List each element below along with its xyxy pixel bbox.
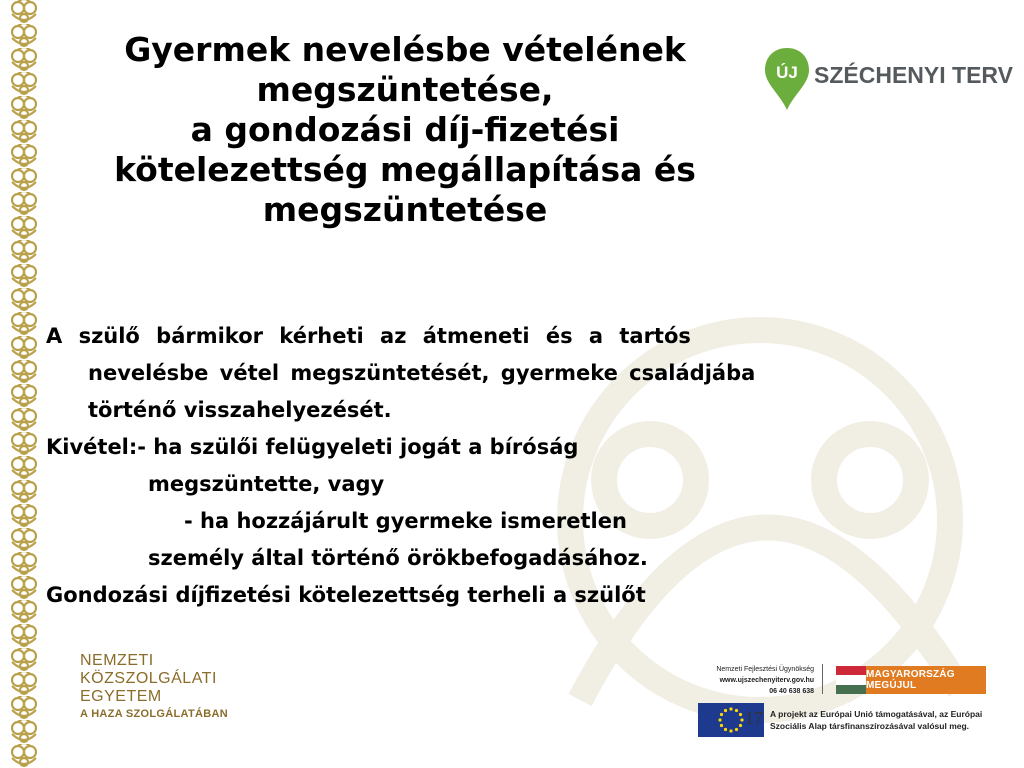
nke-logo-subtitle: A HAZA SZOLGÁLATÁBAN bbox=[80, 708, 228, 720]
hungarian-flag-icon bbox=[836, 666, 866, 694]
agency-info bbox=[700, 664, 814, 697]
eu-note-line: Szociális Alap társfinanszírozásával valósul meg. bbox=[770, 721, 970, 731]
title-line: megszüntetése bbox=[262, 190, 548, 229]
title-line: a gondozási díj-fizetési bbox=[190, 110, 620, 149]
agency-name: Nemzeti Fejlesztési Ügynökség bbox=[716, 666, 814, 673]
szechenyi-logo-text: SZÉCHENYI TERV bbox=[814, 62, 1013, 88]
eu-funding-note bbox=[770, 708, 1000, 732]
title-line: megszüntetése, bbox=[256, 70, 554, 109]
slide-body bbox=[46, 318, 994, 614]
agency-url: www.ujszechenyiterv.gov.hu bbox=[719, 677, 814, 684]
paragraph-fee-obligation bbox=[46, 577, 994, 614]
slide-title bbox=[50, 30, 760, 230]
body-line: megszüntette, vagy bbox=[148, 472, 385, 496]
title-line: Gyermek nevelésbe vételének bbox=[124, 30, 686, 69]
body-line: személy által történő örökbefogadásához. bbox=[148, 546, 648, 570]
nke-logo-line: KÖZSZOLGÁLATI bbox=[80, 670, 217, 687]
magyarorszag-megujul-label: MAGYARORSZÁG MEGÚJUL bbox=[866, 666, 986, 694]
page-number: 17 bbox=[745, 708, 763, 728]
szechenyi-terv-logo bbox=[762, 46, 1013, 112]
magyarorszag-megujul-badge bbox=[836, 666, 986, 694]
agency-phone: 06 40 638 638 bbox=[769, 688, 814, 695]
paragraph-exception bbox=[46, 429, 994, 503]
szechenyi-badge-text: ÚJ bbox=[776, 63, 798, 82]
nke-logo-line: EGYETEM bbox=[80, 688, 162, 705]
map-pin-icon bbox=[762, 46, 812, 112]
paragraph-parent-request bbox=[46, 318, 994, 429]
title-line: kötelezettség megállapítása és bbox=[114, 150, 696, 189]
body-line: Gondozási díjfizetési kötelezettség terheli a szülőt bbox=[46, 583, 646, 607]
body-line: nevelésbe vétel megszüntetését, gyermeke családjába bbox=[88, 361, 756, 385]
nke-university-logo bbox=[80, 652, 228, 720]
celtic-knot-ornament-icon bbox=[0, 0, 48, 768]
footer-divider bbox=[822, 664, 823, 694]
body-line: A szülő bármikor kérheti az átmeneti és a tartós bbox=[46, 324, 691, 348]
body-line: - ha hozzájárult gyermeke ismeretlen bbox=[184, 509, 627, 533]
paragraph-exception-adoption bbox=[46, 503, 994, 577]
body-line: Kivétel:- ha szülői felügyeleti jogát a bíróság bbox=[46, 435, 579, 459]
left-ornament-border bbox=[0, 0, 48, 768]
body-line: történő visszahelyezését. bbox=[88, 398, 392, 422]
eu-note-line: A projekt az Európai Unió támogatásával, az Európai bbox=[770, 709, 983, 719]
nke-logo-line: NEMZETI bbox=[80, 652, 154, 669]
